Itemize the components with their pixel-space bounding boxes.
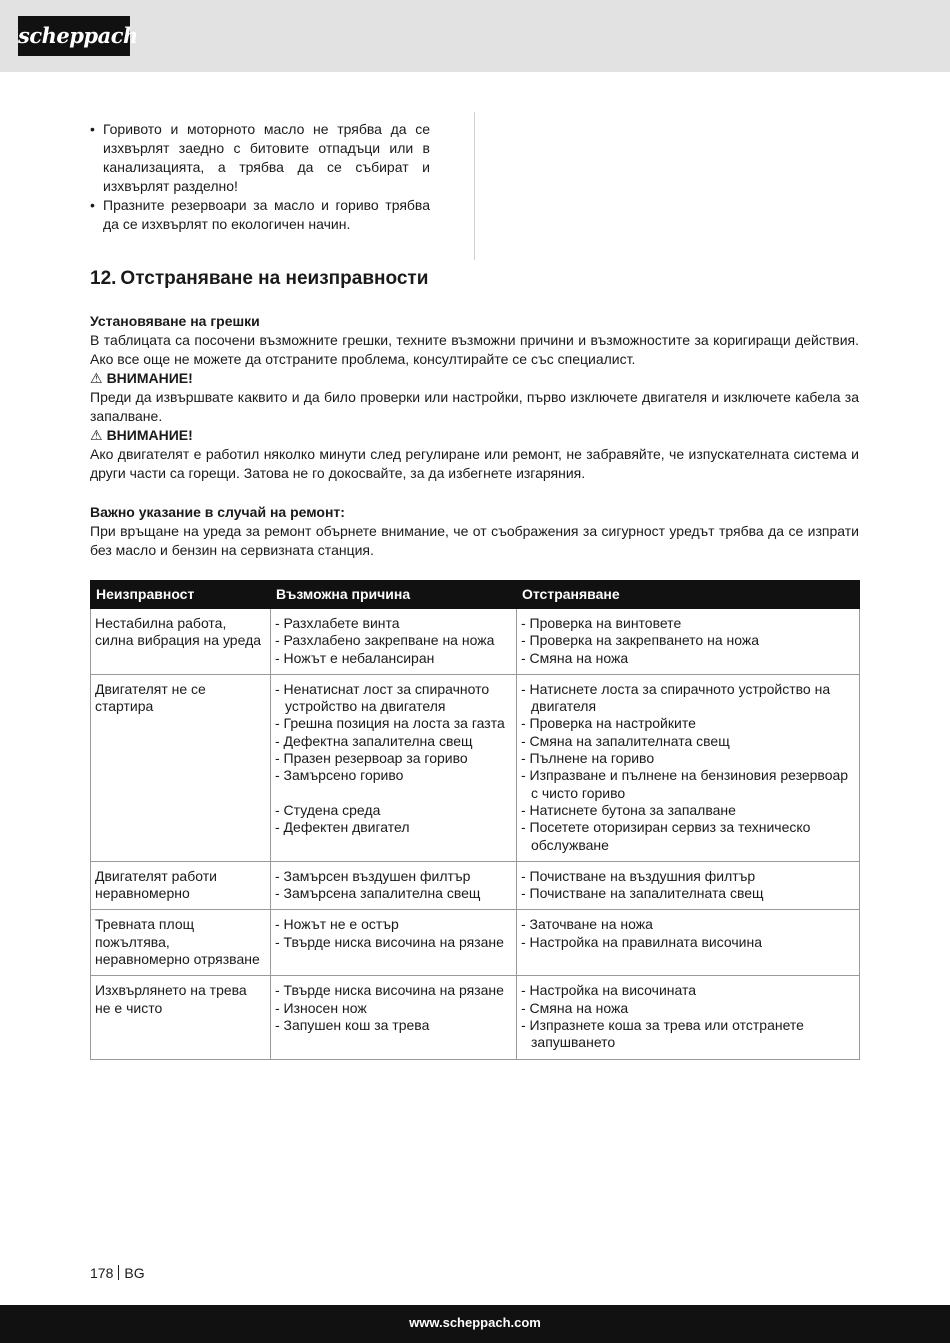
table-row — [91, 609, 860, 675]
table-row — [91, 910, 860, 976]
warning-text: Ако двигателят е работил няколко минути след регулиране или ремонт, не забравяйте, че изпускателната система и други части са горещи. Затова не го докосвайте, за да избегнете изгаряния. — [90, 446, 859, 481]
table-row — [91, 976, 860, 1059]
warning-heading — [90, 426, 859, 445]
cause-cell — [271, 861, 517, 910]
remedy-item: - Натиснете бутона за запалване — [521, 801, 736, 818]
table-body — [91, 609, 860, 1060]
cause-item: - Замърсена запалителна свещ — [275, 885, 481, 902]
cause-item: - Замърсен въздушен филтър — [275, 867, 471, 884]
page-header — [0, 0, 950, 72]
fault-cell: Двигателят работи неравномерно — [91, 861, 271, 910]
remedy-item: - Смяна на запалителната свещ — [521, 732, 730, 749]
remedy-item: - Проверка на винтовете — [521, 615, 682, 631]
remedy-item: - Проверка на закрепването на ножа — [521, 632, 760, 649]
troubleshooting-table — [90, 580, 860, 1060]
table-row — [91, 674, 860, 861]
cause-item: - Празен резервоар за гориво — [275, 750, 468, 767]
page-footer — [90, 1265, 145, 1281]
cause-cell — [271, 910, 517, 976]
cause-cell — [271, 976, 517, 1059]
cause-item — [275, 785, 512, 802]
column-divider — [474, 112, 475, 260]
list-item: • Празните резервоари за масло и гориво трябва да се изхвърлят по екологичен начин. — [90, 196, 430, 234]
website-link[interactable]: www.scheppach.com — [409, 1315, 541, 1330]
cause-item: - Износен нож — [275, 999, 367, 1016]
remedy-cell — [517, 910, 860, 976]
cause-item: - Разхлабено закрепване на ножа — [275, 632, 495, 649]
remedy-item: - Натиснете лоста за спирачното устройство на двигателя — [521, 680, 831, 715]
warning-label: ВНИМАНИЕ! — [106, 370, 193, 386]
fault-cell: Двигателят не се стартира — [91, 674, 271, 861]
remedy-item: - Смяна на ножа — [521, 999, 629, 1016]
cause-item: - Запушен кош за трева — [275, 1016, 430, 1033]
remedy-cell — [517, 674, 860, 861]
cause-item: - Твърде ниска височина на рязане — [275, 933, 504, 950]
warning-triangle-icon: ⚠ — [90, 370, 103, 386]
cause-item: - Дефектен двигател — [275, 819, 410, 836]
language-code: BG — [124, 1265, 145, 1281]
column-header-remedy: Отстраняване — [517, 581, 860, 609]
section-title: Отстраняване на неизправности — [120, 268, 429, 289]
table-row — [91, 861, 860, 910]
remedy-item: - Настройка на правилната височина — [521, 933, 763, 950]
section-number: 12. — [90, 268, 117, 289]
cause-item: - Ненатиснат лост за спирачното устройство на двигателя — [275, 680, 490, 715]
remedy-cell — [517, 861, 860, 910]
warning-label: ВНИМАНИЕ! — [106, 427, 193, 443]
remedy-item: - Почистване на запалителната свещ — [521, 885, 764, 902]
errors-heading: Установяване на грешки — [90, 313, 260, 329]
section-heading — [90, 268, 428, 290]
remedy-item: - Изпразване и пълнене на бензиновия резервоар с чисто гориво — [521, 767, 849, 801]
fault-cell: Нестабилна работа, силна вибрация на уреда — [91, 609, 271, 675]
cause-item: - Разхлабете винта — [275, 615, 400, 631]
column-header-fault: Неизправност — [91, 581, 271, 609]
cause-item: - Грешна позиция на лоста за газта — [275, 715, 505, 732]
errors-text: В таблицата са посочени възможните грешки, техните възможни причини и възможностите за коригиращи действия. Ако все още не можете да отстраните проблема, консултирайте се със специалист. — [90, 332, 859, 367]
remedy-item: - Настройка на височината — [521, 982, 697, 999]
column-header-cause: Възможна причина — [271, 581, 517, 609]
cause-item: - Ножът не е остър — [275, 916, 399, 933]
warning-text: Преди да извършвате каквито и да било проверки или настройки, първо изключете двигателя и изключете кабела за запалване. — [90, 389, 859, 424]
cause-item: - Замърсено гориво — [275, 767, 404, 784]
cause-item: - Ножът е небалансиран — [275, 649, 435, 666]
cause-item: - Дефектна запалителна свещ — [275, 732, 473, 749]
brand-logo: scheppach — [18, 16, 130, 56]
errors-block — [90, 312, 859, 483]
cause-cell — [271, 609, 517, 675]
page-number: 178 — [90, 1265, 114, 1281]
fault-cell: Изхвърлянето на трева не е чисто — [91, 976, 271, 1059]
table-header-row — [91, 581, 860, 609]
remedy-cell — [517, 609, 860, 675]
cause-cell — [271, 674, 517, 861]
remedy-item: - Изпразнете коша за трева или отстранете запушването — [521, 1016, 804, 1051]
repair-note-heading: Важно указание в случай на ремонт: — [90, 504, 345, 520]
cause-item: - Твърде ниска височина на рязане — [275, 982, 504, 999]
remedy-item: - Заточване на ножа — [521, 916, 653, 933]
list-item: • Горивото и моторното масло не трябва да се изхвърлят заедно с битовите отпадъци или в канализацията, а трябва да се събират и изхвърлят разделно! — [90, 120, 430, 196]
remedy-item: - Почистване на въздушния филтър — [521, 867, 756, 884]
fault-cell: Тревната площ пожълтява, неравномерно отрязване — [91, 910, 271, 976]
warning-triangle-icon: ⚠ — [90, 427, 103, 443]
remedy-item: - Проверка на настройките — [521, 715, 696, 732]
warning-heading — [90, 369, 859, 388]
remedy-item: - Посетете оторизиран сервиз за техническо обслужване — [521, 819, 811, 853]
repair-note-text: При връщане на уреда за ремонт обърнете внимание, че от съображения за сигурност уредът трябва да се изпрати без масло и бензин на сервизната станция. — [90, 523, 859, 558]
footer-separator — [118, 1265, 119, 1280]
remedy-cell — [517, 976, 860, 1059]
cause-item: - Студена среда — [275, 801, 381, 818]
remedy-item: - Пълнене на гориво — [521, 750, 655, 767]
remedy-item: - Смяна на ножа — [521, 649, 629, 666]
intro-bullet-list — [90, 120, 430, 234]
repair-note-block — [90, 503, 859, 560]
footer-bar — [0, 1305, 950, 1343]
